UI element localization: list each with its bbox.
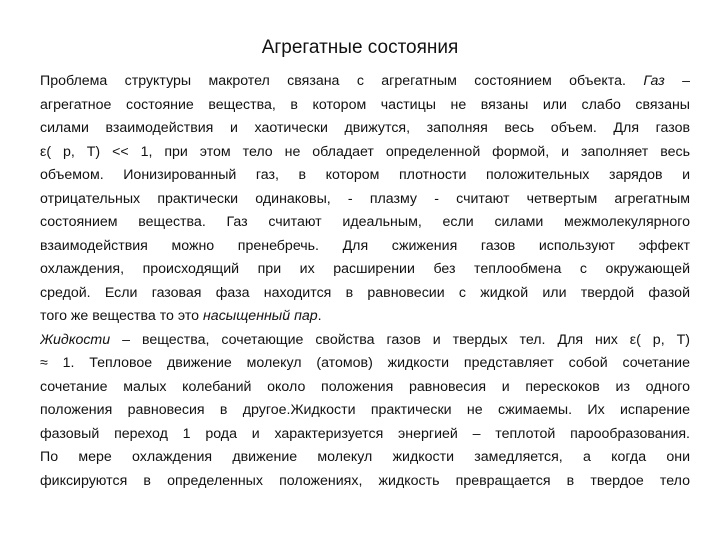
text-line (40, 470, 690, 494)
text-line (40, 446, 690, 470)
slide-body-text (40, 70, 690, 493)
text-segment: ε( р, Т) << 1, при этом тело не обладает определенной формой, и заполняет весь (40, 143, 690, 160)
text-line (40, 305, 690, 329)
text-segment: охлаждения, происходящий при их расширении без теплообмена с окружающей (40, 261, 690, 277)
text-line (40, 117, 690, 141)
text-segment: отрицательных практически одинаковы, - плазму - считают четвертым агрегатным (40, 190, 690, 207)
text-segment: – (664, 73, 690, 89)
italic-term: Газ (643, 73, 665, 89)
text-line (40, 399, 690, 423)
text-segment: Проблема структуры макротел связана с агрегатным состоянием объекта. (40, 73, 644, 89)
text-segment: фиксируются в определенных положениях, жидкость превращается в твердое тело (40, 472, 690, 489)
text-line (40, 352, 690, 376)
text-segment: сочетание малых колебаний около положения равновесия и перескоков из одного (40, 378, 690, 395)
text-segment: положения равновесия в другое.Жидкости практически не сжимаемы. Их испарение (40, 402, 690, 418)
slide-title: Агрегатные состояния (261, 37, 459, 58)
text-line (40, 70, 690, 94)
text-line (40, 376, 690, 400)
text-segment: фазовый переход 1 рода и характеризуется энергией – теплотой парообразования. (40, 425, 690, 442)
text-line (40, 258, 690, 282)
text-line (40, 235, 690, 259)
text-segment: состоянием вещества. Газ считают идеальным, если силами межмолекулярного (40, 214, 690, 230)
text-line (40, 282, 690, 306)
text-line (40, 423, 690, 447)
text-line (40, 164, 690, 188)
text-segment: средой. Если газовая фаза находится в равновесии с жидкой или твердой фазой (40, 284, 690, 301)
text-line (40, 329, 690, 353)
italic-term: насыщенный пар (203, 308, 318, 324)
text-segment: По мере охлаждения движение молекул жидкости замедляется, а когда они (40, 449, 690, 465)
text-segment: ≈ 1. Тепловое движение молекул (атомов) жидкости представляет собой сочетание (40, 355, 690, 371)
text-segment: – вещества, сочетающие свойства газов и твердых тел. Для них ε( р, Т) (110, 331, 690, 348)
text-segment: силами взаимодействия и хаотически движутся, заполняя весь объем. Для газов (40, 120, 690, 136)
text-segment: агрегатное состояние вещества, в котором частицы не вязаны или слабо связаны (40, 96, 690, 113)
text-segment: взаимодействия можно пренебречь. Для сжижения газов используют эффект (40, 237, 690, 254)
text-line (40, 141, 690, 165)
text-line (40, 211, 690, 235)
text-line (40, 188, 690, 212)
text-segment: . (317, 308, 322, 324)
italic-term: Жидкости (40, 331, 111, 348)
text-segment: объемом. Ионизированный газ, в котором плотности положительных зарядов и (40, 167, 690, 183)
text-segment: того же вещества то это (40, 308, 203, 324)
text-line (40, 94, 690, 118)
